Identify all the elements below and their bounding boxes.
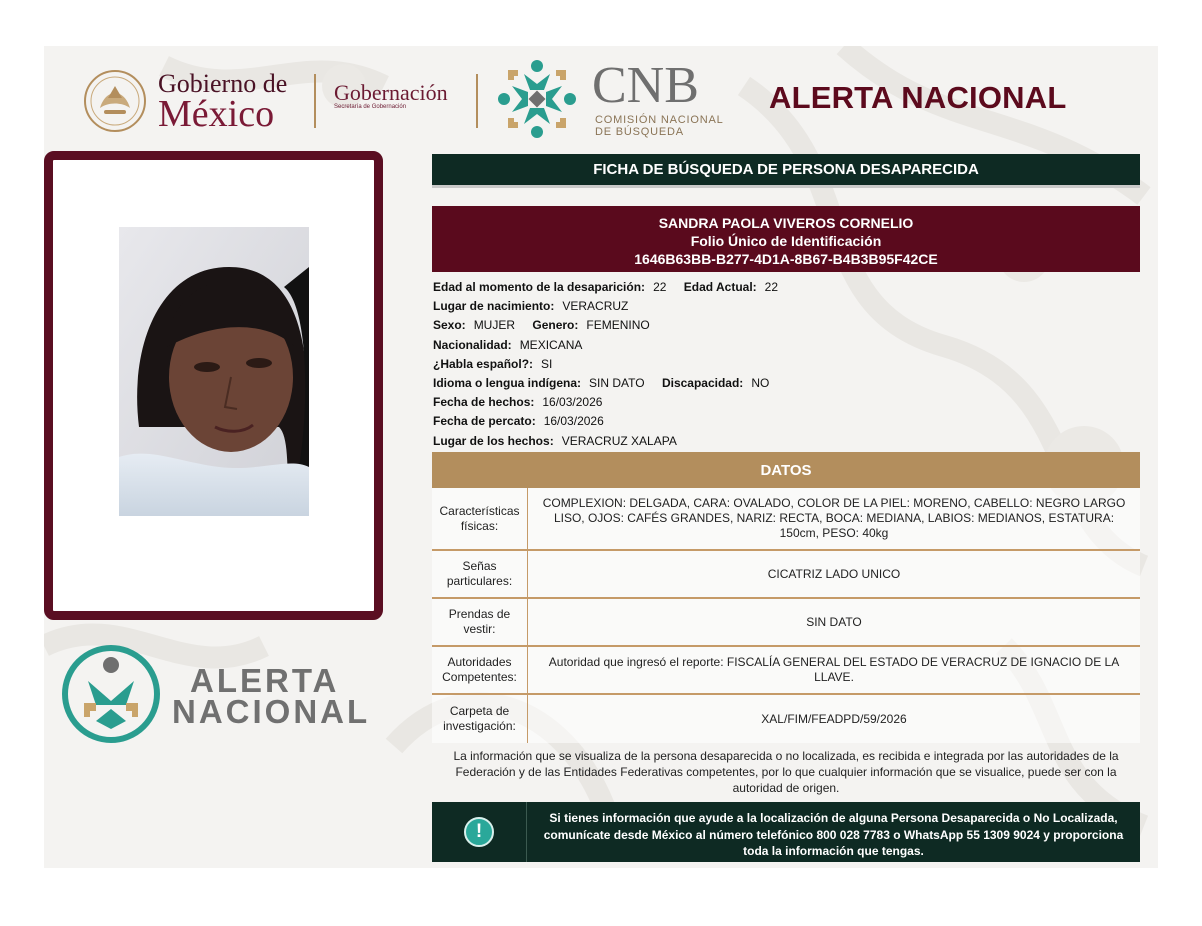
header-divider <box>314 74 316 128</box>
idioma-label: Idioma o lengua indígena: <box>433 375 582 390</box>
person-info-list <box>433 278 1133 451</box>
ficha-title: FICHA DE BÚSQUEDA DE PERSONA DESAPARECIDA <box>593 161 979 178</box>
info-row-nacimiento <box>433 297 1133 316</box>
edad-actual-label: Edad Actual: <box>683 280 757 294</box>
gobernacion-logo-text: Gobernación <box>334 80 448 105</box>
sexo-label: Sexo: <box>433 318 466 333</box>
discapacidad-label: Discapacidad: <box>661 375 744 390</box>
folio-value: 1646B63BB-B277-4D1A-8B67-B4B3B95F42CE <box>634 251 938 267</box>
nacional-logo-word: NACIONAL <box>172 693 371 730</box>
sexo-value: MUJER <box>473 318 516 333</box>
carpeta-value: XAL/FIM/FEADPD/59/2026 <box>761 711 907 726</box>
info-row-idioma <box>433 374 1133 393</box>
habla-value: SI <box>541 356 553 371</box>
contact-callout <box>432 802 1140 862</box>
gobierno-mexico-logo <box>82 66 297 135</box>
datos-table <box>432 488 1140 743</box>
table-row <box>432 695 1140 743</box>
info-row-fecha-percato <box>433 412 1133 431</box>
person-name-box <box>432 206 1140 272</box>
table-row <box>432 599 1140 647</box>
autoridades-value: Autoridad que ingresó el reporte: FISCALÍA GENERAL DEL ESTADO DE VERACRUZ DE IGNACIO DE LA LLAVE. <box>548 655 1120 684</box>
edad-desaparicion-label: Edad al momento de la desaparición: <box>433 280 646 294</box>
fecha-hechos-value: 16/03/2026 <box>542 395 603 410</box>
prendas-value: SIN DATO <box>806 614 862 629</box>
exclamation-icon: ! <box>464 817 494 847</box>
person-photo <box>119 227 309 516</box>
fecha-percato-label: Fecha de percato: <box>433 414 536 429</box>
person-name: SANDRA PAOLA VIVEROS CORNELIO <box>658 215 914 231</box>
lugar-nacimiento-value: VERACRUZ <box>562 299 629 314</box>
cnb-subtitle-line1: COMISIÓN NACIONAL <box>595 114 724 126</box>
disclaimer-note: La información que se visualiza de la persona desaparecida o no localizada, es recibida e integrada por las autoridades de la Federación y de las Entidades Federativas competentes, por lo que cualquier información que se visualice, puede ser con la autoridad de origen. <box>453 749 1119 795</box>
cnb-logo-text: CNB <box>592 57 699 114</box>
header-divider <box>476 74 478 128</box>
lugar-hechos-label: Lugar de los hechos: <box>433 433 554 448</box>
habla-label: ¿Habla español?: <box>433 356 534 371</box>
cta-icon-cell <box>432 802 527 862</box>
senas-label: Señas particulares: <box>432 551 528 597</box>
carpeta-label: Carpeta de investigación: <box>432 695 528 743</box>
edad-actual-value: 22 <box>764 280 779 294</box>
info-row-lugar-hechos <box>433 432 1133 451</box>
folio-label: Folio Único de Identificación <box>690 233 882 249</box>
table-row <box>432 488 1140 551</box>
contact-callout-text: Si tienes información que ayude a la localización de alguna Persona Desaparecida o No Localizada, comunícate desde México al número telefónico 800 028 7783 o WhatsApp 55 1309 9024 y proporciona toda la información que tengas. <box>543 811 1124 858</box>
nacionalidad-value: MEXICANA <box>519 337 583 352</box>
gobierno-label: Gobierno de <box>158 69 288 98</box>
discapacidad-value: NO <box>751 375 770 390</box>
caracteristicas-value: COMPLEXION: DELGADA, CARA: OVALADO, COLOR DE LA PIEL: MORENO, CABELLO: NEGRO LARGO LISO, OJOS: CAFÉS GRANDES, NARIZ: RECTA, BOCA: MEDIANA, LABIOS: MEDIANOS, ESTATURA: 150cm, PESO: 40kg <box>542 496 1126 540</box>
alerta-logo-word: ALERTA <box>190 662 340 699</box>
senas-value: CICATRIZ LADO UNICO <box>767 566 901 581</box>
cnb-emblem-icon <box>494 56 580 142</box>
table-row <box>432 647 1140 695</box>
info-row-nacionalidad <box>433 336 1133 355</box>
caracteristicas-label: Características físicas: <box>432 488 528 549</box>
edad-desaparicion-value: 22 <box>653 280 667 294</box>
fecha-hechos-label: Fecha de hechos: <box>433 395 535 410</box>
lugar-nacimiento-label: Lugar de nacimiento: <box>433 299 555 314</box>
datos-title: DATOS <box>760 461 812 479</box>
fecha-percato-value: 16/03/2026 <box>543 414 604 429</box>
ficha-title-bar <box>432 154 1140 188</box>
gobernacion-subtext: Secretaría de Gobernación <box>334 104 407 110</box>
alerta-nacional-title: ALERTA NACIONAL <box>769 80 1067 115</box>
info-row-fecha-hechos <box>433 393 1133 412</box>
idioma-value: SIN DATO <box>589 375 645 390</box>
escudo-nacional-icon <box>82 68 148 134</box>
info-row-habla <box>433 355 1133 374</box>
info-row-sexo <box>433 316 1133 335</box>
mexico-label: México <box>158 93 275 135</box>
nacionalidad-label: Nacionalidad: <box>433 337 512 352</box>
table-row <box>432 551 1140 599</box>
genero-value: FEMENINO <box>586 318 650 333</box>
info-row-edad <box>433 278 1133 297</box>
cnb-subtitle-line2: DE BÚSQUEDA <box>595 126 684 138</box>
alerta-nacional-emblem-icon <box>60 643 162 745</box>
prendas-label: Prendas de vestir: <box>432 599 528 645</box>
autoridades-label: Autoridades Competentes: <box>432 647 528 693</box>
genero-label: Genero: <box>532 318 579 333</box>
lugar-hechos-value: VERACRUZ XALAPA <box>561 433 677 448</box>
datos-title-bar <box>432 452 1140 488</box>
